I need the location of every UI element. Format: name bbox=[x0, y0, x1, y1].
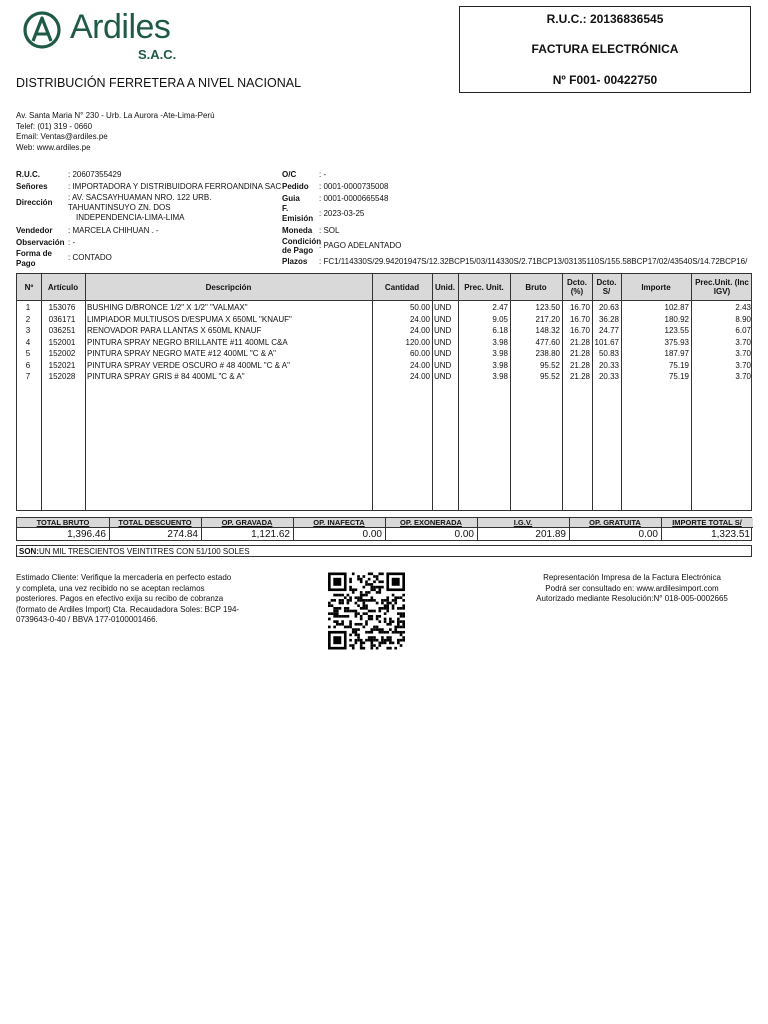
items-table-header bbox=[17, 274, 751, 301]
guia: : 0001-0000665548 bbox=[319, 194, 389, 203]
col-descripcion-cell: PINTURA SPRAY NEGRO MATE #12 400ML "C & A" bbox=[87, 349, 276, 358]
observacion-label: Observación bbox=[16, 238, 65, 247]
col-dcto-pct-cell: 21.28 bbox=[569, 349, 590, 358]
totals-value: 1,121.62 bbox=[251, 529, 290, 540]
col-prec-igv-cell: 3.70 bbox=[735, 337, 751, 347]
col-prec-igv-cell: 2.43 bbox=[735, 303, 751, 312]
col-bruto-cell: 95.52 bbox=[539, 360, 560, 370]
col-articulo-header: Artículo bbox=[47, 282, 79, 292]
footer-left-line: posteriores. Pagos en efectivo exija su recibo de cobranza bbox=[16, 594, 224, 603]
totals-divider bbox=[661, 518, 662, 540]
ruc-label: R.U.C. bbox=[16, 170, 40, 179]
col-dcto-pct-cell: 16.70 bbox=[569, 314, 590, 324]
col-descripcion-cell: LIMPIADOR MULTIUSOS D/ESPUMA X 650ML "KNAUF" bbox=[87, 314, 292, 324]
col-cantidad-cell: 50.00 bbox=[409, 303, 430, 312]
col-prec-igv-cell: 6.07 bbox=[735, 326, 751, 335]
col-prec-unit-cell: 3.98 bbox=[492, 337, 508, 347]
col-descripcion-header: Descripción bbox=[205, 282, 252, 292]
col-unid-cell: UND bbox=[434, 372, 452, 381]
col-unid-cell: UND bbox=[434, 314, 452, 324]
emision-label-2: Emisión bbox=[282, 214, 314, 223]
emision-date: : 2023-03-25 bbox=[319, 209, 365, 218]
company-contact bbox=[16, 111, 215, 153]
col-no-cell: 3 bbox=[25, 326, 31, 335]
footer-left-line: (formato de Ardiles Import) Cta. Recaudadora Soles: BCP 194- bbox=[16, 604, 240, 614]
vendedor: : MARCELA CHIHUAN . - bbox=[68, 226, 159, 235]
totals-table bbox=[16, 517, 752, 541]
col-cantidad-cell: 60.00 bbox=[409, 349, 430, 358]
col-prec-unit-cell: 3.98 bbox=[492, 372, 508, 381]
col-dcto-soles-cell: 20.33 bbox=[598, 360, 619, 370]
son-label: SON: bbox=[19, 547, 39, 556]
col-articulo-cell: 036171 bbox=[48, 314, 76, 324]
col-dcto-pct-cell: 21.28 bbox=[569, 372, 590, 381]
col-prec-unit-cell: 6.18 bbox=[492, 326, 508, 335]
col-descripcion-cell: BUSHING D/BRONCE 1/2" X 1/2" "VALMAX" bbox=[87, 303, 248, 312]
observacion: : - bbox=[68, 238, 76, 247]
col-cantidad-cell: 120.00 bbox=[405, 337, 430, 347]
col-unid-cell: UND bbox=[434, 303, 452, 312]
son-text: UN MIL TRESCIENTOS VEINTITRES CON 51/100 SOLES bbox=[39, 547, 250, 556]
col-prec-unit-cell: 9.05 bbox=[492, 314, 508, 324]
vendedor-label: Vendedor bbox=[16, 226, 53, 235]
qr-code-icon bbox=[328, 572, 405, 650]
col-importe-cell: 187.97 bbox=[664, 349, 689, 358]
col-unid-cell: UND bbox=[434, 326, 452, 335]
col-importe-cell: 180.92 bbox=[664, 314, 689, 324]
company-suffix: S.A.C. bbox=[138, 47, 177, 62]
col-dcto-pct-cell: 16.70 bbox=[569, 303, 590, 312]
footer-left-line: Estimado Cliente: Verifique la mercaderia en perfecto estado bbox=[16, 573, 232, 582]
col-prec-unit-cell: 3.98 bbox=[492, 349, 508, 358]
col-articulo-cell: 152028 bbox=[48, 372, 76, 381]
footer-electronic-notice bbox=[512, 573, 752, 605]
col-prec-igv-cell: 3.70 bbox=[735, 360, 751, 370]
totals-header: OP. GRAVADA bbox=[201, 518, 293, 528]
col-dcto-soles-cell: 36.28 bbox=[598, 314, 619, 324]
company-web: Web: www.ardiles.pe bbox=[16, 142, 91, 152]
condicion-label-1: Condición bbox=[282, 237, 322, 246]
col-articulo-cell: 152002 bbox=[48, 349, 76, 358]
col-dcto-pct-cell: 16.70 bbox=[569, 326, 590, 335]
col-dcto-soles-cell: 101.67 bbox=[594, 337, 619, 347]
forma-pago-label-1: Forma de bbox=[16, 249, 53, 258]
col-no-cell: 1 bbox=[25, 303, 31, 312]
totals-divider bbox=[385, 518, 386, 540]
moneda-label: Moneda bbox=[282, 226, 313, 235]
table-row bbox=[17, 302, 751, 314]
col-descripcion-cell: RENOVADOR PARA LLANTAS X 650ML KNAUF bbox=[87, 326, 262, 335]
table-row bbox=[17, 325, 751, 337]
totals-header: OP. EXONERADA bbox=[385, 518, 477, 528]
company-tagline: DISTRIBUCIÓN FERRETERA A NIVEL NACIONAL bbox=[16, 76, 302, 90]
col-cantidad-cell: 24.00 bbox=[409, 360, 430, 370]
totals-value: 1,396.46 bbox=[67, 529, 106, 540]
client-address-1: : AV. SACSAYHUAMAN NRO. 122 URB. bbox=[68, 193, 212, 202]
col-no-header: Nº bbox=[24, 282, 34, 292]
direccion-label: Dirección bbox=[16, 198, 53, 207]
condicion-pago: : PAGO ADELANTADO bbox=[319, 241, 402, 250]
col-articulo-cell: 036251 bbox=[48, 326, 76, 335]
senores-label: Señores bbox=[16, 182, 48, 191]
col-cantidad-header: Cantidad bbox=[384, 282, 420, 292]
footer-right-line: Podrá ser consultado en: www.ardilesimport.com bbox=[545, 583, 719, 593]
plazos: : FC1/114330S/29.94201947S/12.32BCP15/03/114330S/2.71BCP13/03135110S/155.58BCP17/02/43540S/14.72BCP16/ bbox=[319, 257, 748, 266]
col-prec-unit-header: Prec. Unit. bbox=[464, 282, 504, 292]
document-id-box bbox=[459, 6, 751, 93]
totals-divider bbox=[201, 518, 202, 540]
pedido-label: Pedido bbox=[282, 182, 309, 191]
totals-divider bbox=[569, 518, 570, 540]
document-type: FACTURA ELECTRÓNICA bbox=[531, 42, 679, 56]
col-bruto-cell: 477.60 bbox=[535, 337, 560, 347]
col-articulo-cell: 153076 bbox=[48, 303, 76, 312]
totals-value: 1,323.51 bbox=[711, 529, 750, 540]
footer-right-line: Representación Impresa de la Factura Electrónica bbox=[543, 573, 721, 582]
items-table bbox=[16, 273, 752, 511]
col-cantidad-cell: 24.00 bbox=[409, 326, 430, 335]
amount-in-words bbox=[16, 545, 752, 557]
col-bruto-cell: 148.32 bbox=[535, 326, 560, 335]
col-prec-unit-cell: 3.98 bbox=[492, 360, 508, 370]
document-number: Nº F001- 00422750 bbox=[552, 73, 658, 87]
forma-pago-label-2: Pago bbox=[16, 259, 36, 268]
col-dcto-soles-cell: 20.33 bbox=[598, 372, 619, 381]
col-unid-cell: UND bbox=[434, 349, 452, 358]
company-name: Ardiles bbox=[70, 8, 171, 46]
col-bruto-cell: 238.80 bbox=[535, 349, 560, 358]
col-importe-cell: 123.55 bbox=[664, 326, 689, 335]
col-prec-igv-cell: 3.70 bbox=[735, 372, 751, 381]
col-bruto-header: Bruto bbox=[525, 282, 547, 292]
col-prec-igv-cell: 8.90 bbox=[735, 314, 751, 324]
col-dcto-pct-cell: 21.28 bbox=[569, 360, 590, 370]
client-name: : IMPORTADORA Y DISTRIBUIDORA FERROANDINA SAC bbox=[68, 182, 282, 191]
footer-right-line: Autorizado mediante Resolución:N° 018-005-0002665 bbox=[536, 594, 728, 603]
footer-client-notice bbox=[16, 573, 256, 626]
col-dcto-soles-cell: 24.77 bbox=[598, 326, 619, 335]
forma-pago: : CONTADO bbox=[68, 253, 112, 262]
col-unid-cell: UND bbox=[434, 360, 452, 370]
totals-value: 0.00 bbox=[362, 529, 382, 540]
totals-value: 201.89 bbox=[535, 529, 566, 540]
col-no-cell: 6 bbox=[25, 360, 31, 370]
col-importe-cell: 375.93 bbox=[664, 337, 689, 347]
totals-header: TOTAL DESCUENTO bbox=[109, 518, 201, 528]
company-logo bbox=[20, 8, 190, 64]
company-email: Email: Ventas@ardiles.pe bbox=[16, 132, 108, 141]
table-row bbox=[17, 337, 751, 349]
table-row bbox=[17, 371, 751, 383]
col-importe-cell: 75.19 bbox=[668, 372, 689, 381]
col-importe-cell: 102.87 bbox=[664, 303, 689, 312]
oc-label: O/C bbox=[282, 170, 297, 179]
totals-value: 274.84 bbox=[167, 529, 198, 540]
col-bruto-cell: 217.20 bbox=[535, 314, 560, 324]
client-address-2: TAHUANTINSUYO ZN. DOS bbox=[68, 203, 171, 212]
totals-value: 0.00 bbox=[638, 529, 658, 540]
pedido: : 0001-0000735008 bbox=[319, 182, 389, 191]
table-row bbox=[17, 360, 751, 372]
totals-divider bbox=[293, 518, 294, 540]
col-prec-igv-cell: 3.70 bbox=[735, 349, 751, 358]
guia-label: Guia bbox=[282, 194, 300, 203]
totals-header: OP. GRATUITA bbox=[569, 518, 661, 528]
totals-divider bbox=[109, 518, 110, 540]
company-phone: Telef: (01) 319 - 0660 bbox=[16, 121, 93, 131]
col-descripcion-cell: PINTURA SPRAY VERDE OSCURO # 48 400ML "C & A" bbox=[87, 360, 290, 370]
emision-label-1: F. bbox=[282, 204, 289, 213]
col-no-cell: 4 bbox=[25, 337, 31, 347]
col-cantidad-cell: 24.00 bbox=[409, 372, 430, 381]
col-no-cell: 2 bbox=[25, 314, 31, 324]
totals-header: I.G.V. bbox=[477, 518, 569, 528]
col-no-cell: 5 bbox=[25, 349, 31, 358]
col-articulo-cell: 152021 bbox=[48, 360, 76, 370]
col-cantidad-cell: 24.00 bbox=[409, 314, 430, 324]
plazos-label: Plazos bbox=[282, 257, 308, 266]
col-no-cell: 7 bbox=[25, 372, 31, 381]
company-address: Av. Santa Maria N° 230 - Urb. La Aurora -Ate-Lima-Perú bbox=[16, 111, 215, 120]
oc: : - bbox=[319, 170, 327, 179]
col-importe-header: Importe bbox=[641, 282, 671, 292]
col-bruto-cell: 95.52 bbox=[539, 372, 560, 381]
totals-header: OP. INAFECTA bbox=[293, 518, 385, 528]
col-dcto-soles-cell: 20.63 bbox=[598, 303, 619, 312]
col-unid-cell: UND bbox=[434, 337, 452, 347]
col-dcto-soles-header: Dcto. S/ bbox=[596, 278, 617, 296]
condicion-label-2: de Pago bbox=[282, 246, 314, 255]
ruc-number: R.U.C.: 20136836545 bbox=[546, 12, 664, 26]
col-bruto-cell: 123.50 bbox=[535, 303, 560, 312]
client-ruc: : 20607355429 bbox=[68, 170, 122, 179]
col-articulo-cell: 152001 bbox=[48, 337, 76, 347]
footer-left-line: y completa, una vez recibido no se aceptan reclamos bbox=[16, 583, 205, 593]
col-prec-unit-cell: 2.47 bbox=[492, 303, 508, 312]
totals-header: IMPORTE TOTAL S/ bbox=[661, 518, 753, 528]
table-row bbox=[17, 348, 751, 360]
totals-divider bbox=[477, 518, 478, 540]
col-dcto-pct-cell: 21.28 bbox=[569, 337, 590, 347]
col-dcto-pct-header: Dcto. (%) bbox=[567, 278, 587, 296]
client-address-3: INDEPENDENCIA-LIMA-LIMA bbox=[76, 213, 185, 222]
col-unid-header: Unid. bbox=[435, 282, 455, 292]
ardiles-logo-icon bbox=[22, 10, 62, 50]
col-descripcion-cell: PINTURA SPRAY NEGRO BRILLANTE #11 400ML C&A bbox=[87, 337, 288, 347]
totals-value: 0.00 bbox=[454, 529, 474, 540]
moneda: : SOL bbox=[319, 226, 340, 235]
col-dcto-soles-cell: 50.83 bbox=[598, 349, 619, 358]
col-importe-cell: 75.19 bbox=[668, 360, 689, 370]
totals-header: TOTAL BRUTO bbox=[17, 518, 109, 528]
col-prec-igv-header: Prec.Unit. (Inc IGV) bbox=[695, 278, 749, 296]
table-row bbox=[17, 314, 751, 326]
footer-left-line: 0739643-0-40 / BBVA 177-0100001466. bbox=[16, 615, 158, 624]
col-descripcion-cell: PINTURA SPRAY GRIS # 84 400ML "C & A" bbox=[87, 372, 245, 381]
